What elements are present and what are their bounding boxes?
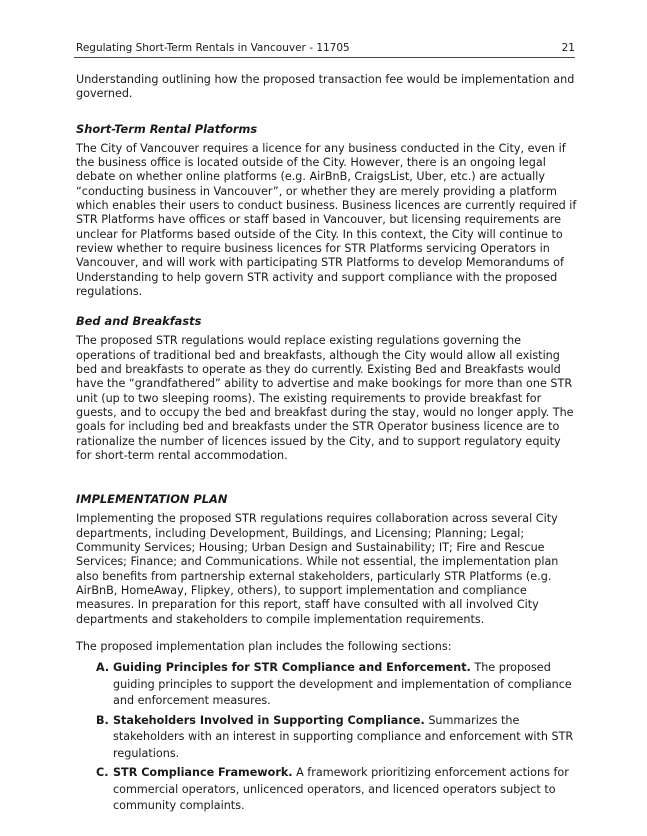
list-item-letter: A. (96, 661, 110, 675)
intro-paragraph: Understanding outlining how the proposed transaction fee would be implementation and governed. (76, 73, 575, 101)
list-item (76, 765, 578, 815)
list-item-lead: Stakeholders Involved in Supporting Compliance. (113, 713, 425, 727)
list-item (76, 660, 578, 710)
bed-breakfasts-paragraph: The proposed STR regulations would replace existing regulations governing the operations of traditional bed and breakfasts, although the City would allow all existing bed and breakfasts to operate as they do currently. Existing Bed and Breakfasts would have the “grandfathered” ability to advertise and make bookings for more than one STR unit (up to two sleeping rooms). The existing requirements to provide breakfast for guests, and to occupy the bed and breakfast during the stay, would no longer apply. The goals for including bed and breakfasts under the STR Operator business licence are to rationalize the number of licences issued by the City, and to support regulatory equity for short-term rental accommodation. (76, 334, 574, 462)
section-heading-bed-breakfasts: Bed and Breakfasts (76, 314, 202, 329)
list-item-letter: C. (96, 766, 109, 780)
header-rule (74, 57, 575, 58)
list-item-text: Summarizes the stakeholders with an interest in supporting compliance and enforcement with STR regulations. (113, 713, 574, 760)
list-item-text: A framework prioritizing enforcement actions for commercial operators, unlicenced operators, and licenced operators subject to community complaints. (113, 766, 569, 813)
section-heading-str-platforms: Short-Term Rental Platforms (76, 121, 258, 136)
page-content (76, 73, 578, 818)
running-title: Regulating Short-Term Rentals in Vancouver - 11705 (76, 42, 350, 54)
implementation-sections-list (76, 660, 578, 815)
list-intro: The proposed implementation plan includes the following sections: (76, 639, 452, 653)
list-item-lead: Guiding Principles for STR Compliance and Enforcement. (113, 661, 471, 675)
page-header (76, 42, 575, 56)
list-item-lead: STR Compliance Framework. (113, 766, 293, 780)
section-heading-implementation: IMPLEMENTATION PLAN (76, 492, 228, 507)
list-item-letter: B. (96, 713, 109, 727)
page-number: 21 (561, 42, 575, 54)
list-item (76, 713, 578, 763)
list-item-text: The proposed guiding principles to support the development and implementation of compliance and enforcement measures. (113, 661, 572, 708)
implementation-paragraph: Implementing the proposed STR regulations requires collaboration across several City departments, including Development, Buildings, and Licensing; Planning; Legal; Community Services; Housing; Urban Design and Sustainability; IT; Fire and Rescue Services; Finance; and Communications. While not essential, the implementation plan also benefits from partnership external stakeholders, particularly STR Platforms (e.g. AirBnB, HomeAway, Flipkey, others), to support implementation and compliance measures. In preparation for this report, staff have consulted with all involved City departments and stakeholders to compile implementation requirements. (76, 512, 559, 626)
str-platforms-paragraph: The City of Vancouver requires a licence for any business conducted in the City, even if the business office is located outside of the City. However, there is an ongoing legal debate on whether online platforms (e.g. AirBnB, CraigsList, Uber, etc.) are actually “conducting business in Vancouver”, or whether they are merely providing a platform which enables their users to conduct business. Business licences are currently required if STR Platforms have offices or staff based in Vancouver, but licensing requirements are unclear for Platforms based outside of the City. In this context, the City will continue to review whether to require business licences for STR Platforms servicing Operators in Vancouver, and will work with participating STR Platforms to develop Memorandums of Understanding to help govern STR activity and support compliance with the proposed regulations. (76, 141, 577, 298)
